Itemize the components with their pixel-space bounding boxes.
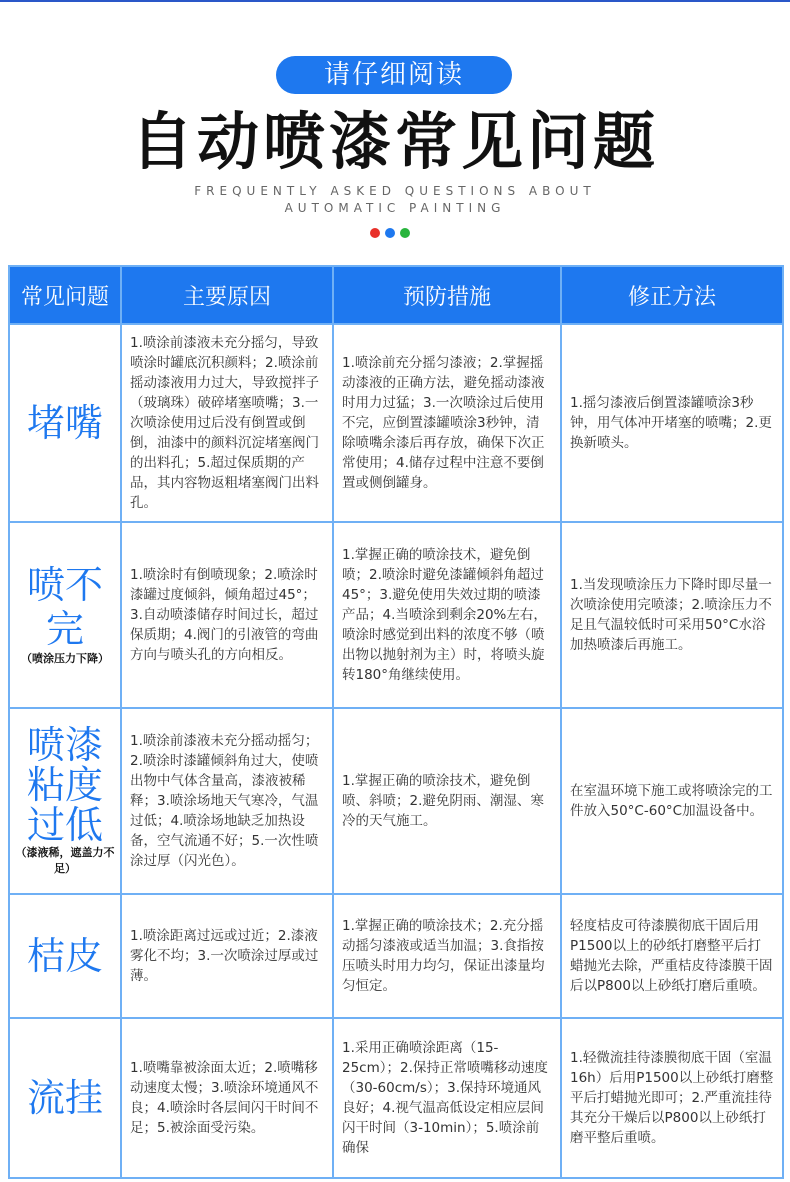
column-header-prevention: 预防措施 xyxy=(333,266,561,324)
problem-cell xyxy=(9,708,121,894)
column-header-fix: 修正方法 xyxy=(561,266,783,324)
table-row xyxy=(9,708,783,894)
fix-cell: 在室温环境下施工或将喷涂完的工件放入50°C-60°C加温设备中。 xyxy=(561,708,783,894)
table-header-row xyxy=(9,266,783,324)
problem-note: （漆液稀，遮盖力不足） xyxy=(15,846,115,875)
cause-cell: 1.喷嘴靠被涂面太近；2.喷嘴移动速度太慢；3.喷涂环境通风不良；4.喷涂时各层间闪干时间不足；5.被涂面受污染。 xyxy=(121,1018,333,1178)
problem-name: 流挂 xyxy=(26,1076,103,1120)
table-row xyxy=(9,894,783,1018)
table-row xyxy=(9,1018,783,1178)
cause-cell: 1.喷涂前漆液未充分摇动摇匀；2.喷涂时漆罐倾斜角过大，使喷出物中气体含量高，漆液被稀释；3.喷涂场地天气寒冷，气温过低；4.喷涂场地缺乏加热设备，空气流通不好；5.一次性喷涂过厚（闪光色）。 xyxy=(121,708,333,894)
english-subtitle-line2: AUTOMATIC PAINTING xyxy=(284,201,506,215)
fix-cell: 1.摇匀漆液后倒置漆罐喷涂3秒钟，用气体冲开堵塞的喷嘴；2.更换新喷头。 xyxy=(561,324,783,522)
problem-name: 桔皮 xyxy=(26,934,103,978)
prevention-cell: 1.掌握正确的喷涂技术；2.充分摇动摇匀漆液或适当加温；3.食指按压喷头时用力均匀，保证出漆量均匀恒定。 xyxy=(333,894,561,1018)
column-header-problem: 常见问题 xyxy=(9,266,121,324)
decorative-dots xyxy=(370,228,410,238)
english-subtitle-line1: FREQUENTLY ASKED QUESTIONS ABOUT xyxy=(194,184,596,198)
page-title: 自动喷漆常见问题 xyxy=(130,105,659,178)
green-dot-icon xyxy=(400,228,410,238)
blue-dot-icon xyxy=(385,228,395,238)
fix-cell: 1.轻微流挂待漆膜彻底干固（室温16h）后用P1500以上砂纸打磨整平后打蜡抛光即可；2.严重流挂待其充分干燥后以P800以上砂纸打磨平整后重喷。 xyxy=(561,1018,783,1178)
problem-cell xyxy=(9,324,121,522)
faq-table xyxy=(8,265,784,1179)
cause-cell: 1.喷涂时有倒喷现象；2.喷涂时漆罐过度倾斜，倾角超过45°；3.自动喷漆储存时间过长，超过保质期；4.阀门的引液管的弯曲方向与喷头孔的方向相反。 xyxy=(121,522,333,708)
problem-cell xyxy=(9,894,121,1018)
problem-cell xyxy=(9,1018,121,1178)
fix-cell: 1.当发现喷涂压力下降时即尽量一次喷涂使用完喷漆；2.喷涂压力不足且气温较低时可采用50°C水浴加热喷漆后再施工。 xyxy=(561,522,783,708)
problem-name: 堵嘴 xyxy=(26,401,103,445)
top-border-line xyxy=(0,0,790,2)
prevention-cell: 1.采用正确喷涂距离（15-25cm）；2.保持正常喷嘴移动速度（30-60cm/s）；3.保持环境通风良好；4.视气温高低设定相应层间闪干时间（3-10min）；5.喷涂前确保 xyxy=(333,1018,561,1178)
table-row xyxy=(9,324,783,522)
cause-cell: 1.喷涂前漆液未充分摇匀，导致喷涂时罐底沉积颜料；2.喷涂前摇动漆液用力过大，导致搅拌子（玻璃珠）破碎堵塞喷嘴；3.一次喷涂使用过后没有倒置或倒倒，油漆中的颜料沉淀堵塞阀门的出料孔；5.超过保质期的产品，其内容物返粗堵塞阀门出料孔。 xyxy=(121,324,333,522)
prevention-cell: 1.掌握正确的喷涂技术，避免倒喷；2.喷涂时避免漆罐倾斜角超过45°；3.避免使用失效过期的喷漆产品；4.当喷涂到剩余20%左右，喷涂时感觉到出料的浓度不够（喷出物以抛射剂为主）时，将喷头旋转180°角继续使用。 xyxy=(333,522,561,708)
problem-name: 喷不完 xyxy=(26,563,103,651)
problem-name: 喷漆粘度过低 xyxy=(26,723,103,847)
column-header-cause: 主要原因 xyxy=(121,266,333,324)
problem-note: （喷涂压力下降） xyxy=(21,652,109,665)
prevention-cell: 1.掌握正确的喷涂技术，避免倒喷、斜喷；2.避免阴雨、潮湿、寒冷的天气施工。 xyxy=(333,708,561,894)
prevention-cell: 1.喷涂前充分摇匀漆液；2.掌握摇动漆液的正确方法，避免摇动漆液时用力过猛；3.一次喷涂过后使用不完，应倒置漆罐喷涂3秒钟，清除喷嘴余漆后再存放，确保下次正常使用；4.储存过程中注意不要倒置或侧倒罐身。 xyxy=(333,324,561,522)
read-carefully-badge: 请仔细阅读 xyxy=(276,56,512,94)
cause-cell: 1.喷涂距离过远或过近；2.漆液雾化不均；3.一次喷涂过厚或过薄。 xyxy=(121,894,333,1018)
fix-cell: 轻度桔皮可待漆膜彻底干固后用P1500以上的砂纸打磨整平后打蜡抛光去除，严重桔皮待漆膜干固后以P800以上砂纸打磨后重喷。 xyxy=(561,894,783,1018)
problem-cell xyxy=(9,522,121,708)
red-dot-icon xyxy=(370,228,380,238)
table-row xyxy=(9,522,783,708)
